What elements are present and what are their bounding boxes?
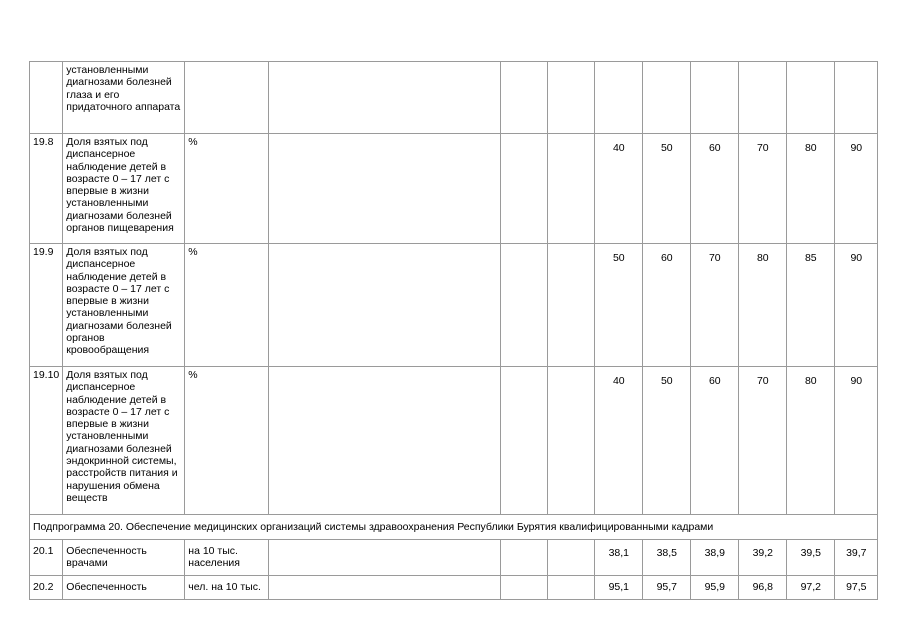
value-cell: 70	[691, 244, 739, 367]
value-cell: 70	[739, 367, 787, 515]
indicator-name: Обеспеченность врачами	[63, 540, 185, 576]
empty-cell	[548, 134, 595, 244]
unit: на 10 тыс. населения	[185, 540, 269, 576]
row-number: 20.2	[30, 576, 63, 600]
indicator-name: установленными диагнозами болезней глаза и его придаточного аппарата	[63, 62, 185, 134]
empty-cell	[269, 367, 501, 515]
empty-cell	[548, 576, 595, 600]
value-cell: 50	[595, 244, 643, 367]
empty-cell	[269, 576, 501, 600]
value-cell: 60	[691, 367, 739, 515]
value-cell: 97,2	[787, 576, 835, 600]
unit: %	[185, 244, 269, 367]
value-cell: 80	[739, 244, 787, 367]
value-cell: 90	[835, 367, 878, 515]
value-cell: 60	[643, 244, 691, 367]
value-cell: 38,5	[643, 540, 691, 576]
value-cell	[643, 62, 691, 134]
value-cell: 50	[643, 134, 691, 244]
indicators-table	[29, 61, 878, 600]
empty-cell	[501, 540, 548, 576]
empty-cell	[501, 367, 548, 515]
unit	[185, 62, 269, 134]
indicator-name: Обеспеченность	[63, 576, 185, 600]
table-row	[30, 62, 878, 134]
row-number: 19.10	[30, 367, 63, 515]
subprogram-title: Подпрограмма 20. Обеспечение медицинских организаций системы здравоохранения Республики Бурятия квалифицированными кадрами	[30, 515, 878, 540]
empty-cell	[501, 134, 548, 244]
value-cell: 85	[787, 244, 835, 367]
value-cell: 95,7	[643, 576, 691, 600]
value-cell: 90	[835, 134, 878, 244]
value-cell	[787, 62, 835, 134]
empty-cell	[269, 244, 501, 367]
value-cell: 39,7	[835, 540, 878, 576]
value-cell: 95,9	[691, 576, 739, 600]
empty-cell	[501, 62, 548, 134]
value-cell: 39,5	[787, 540, 835, 576]
indicator-name: Доля взятых под диспансерное наблюдение детей в возрасте 0 – 17 лет с впервые в жизни установленными диагнозами болезней эндокринной системы, расстройств питания и нарушения обмена веществ	[63, 367, 185, 515]
table-row	[30, 576, 878, 600]
indicator-name: Доля взятых под диспансерное наблюдение детей в возрасте 0 – 17 лет с впервые в жизни установленными диагнозами болезней органов пищеварения	[63, 134, 185, 244]
empty-cell	[269, 540, 501, 576]
row-number: 20.1	[30, 540, 63, 576]
empty-cell	[501, 576, 548, 600]
table-row	[30, 540, 878, 576]
empty-cell	[269, 62, 501, 134]
value-cell: 96,8	[739, 576, 787, 600]
value-cell: 90	[835, 244, 878, 367]
table-row	[30, 244, 878, 367]
value-cell: 80	[787, 367, 835, 515]
value-cell	[691, 62, 739, 134]
row-number: 19.9	[30, 244, 63, 367]
value-cell: 70	[739, 134, 787, 244]
value-cell: 95,1	[595, 576, 643, 600]
value-cell: 40	[595, 134, 643, 244]
empty-cell	[548, 367, 595, 515]
section-row	[30, 515, 878, 540]
empty-cell	[548, 540, 595, 576]
empty-cell	[501, 244, 548, 367]
value-cell	[595, 62, 643, 134]
table-row	[30, 367, 878, 515]
value-cell	[835, 62, 878, 134]
unit: %	[185, 367, 269, 515]
unit: %	[185, 134, 269, 244]
value-cell: 38,1	[595, 540, 643, 576]
value-cell: 38,9	[691, 540, 739, 576]
empty-cell	[548, 62, 595, 134]
row-number	[30, 62, 63, 134]
value-cell: 60	[691, 134, 739, 244]
value-cell: 50	[643, 367, 691, 515]
unit: чел. на 10 тыс.	[185, 576, 269, 600]
empty-cell	[548, 244, 595, 367]
value-cell: 80	[787, 134, 835, 244]
empty-cell	[269, 134, 501, 244]
table-row	[30, 134, 878, 244]
value-cell	[739, 62, 787, 134]
value-cell: 39,2	[739, 540, 787, 576]
value-cell: 97,5	[835, 576, 878, 600]
value-cell: 40	[595, 367, 643, 515]
row-number: 19.8	[30, 134, 63, 244]
indicator-name: Доля взятых под диспансерное наблюдение детей в возрасте 0 – 17 лет с впервые в жизни установленными диагнозами болезней органов кровообращения	[63, 244, 185, 367]
